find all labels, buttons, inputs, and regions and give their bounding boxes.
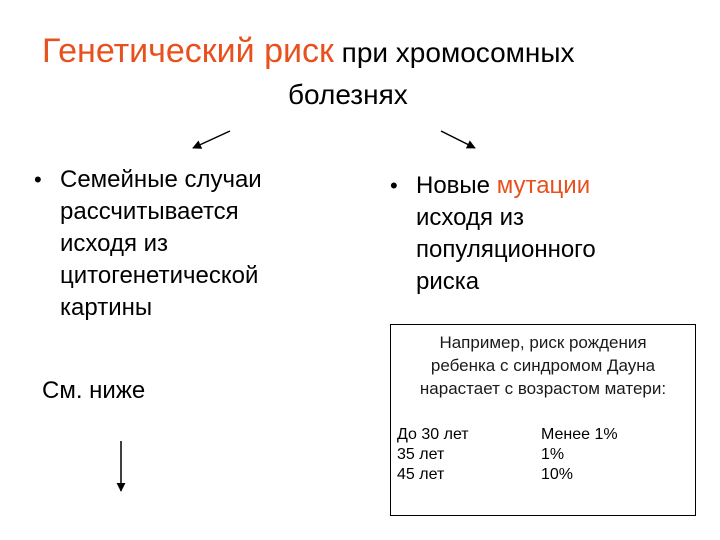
title-line2: болезнях	[288, 79, 408, 110]
age-cell: 45 лет	[397, 466, 445, 483]
right-bullet-text	[416, 170, 596, 298]
see-below-text: См. ниже	[42, 377, 146, 404]
table-row	[397, 425, 687, 445]
right-line: популяционного	[416, 236, 596, 263]
right-line: риска	[416, 268, 480, 295]
left-bullet-text	[60, 164, 262, 324]
risk-cell: 1%	[541, 446, 565, 463]
left-line: исходя из	[60, 230, 169, 257]
right-line: исходя из	[416, 204, 525, 231]
risk-cell: Менее 1%	[541, 426, 618, 443]
left-line: Семейные случаи	[60, 166, 262, 193]
risk-note	[391, 331, 695, 400]
bullet-marker: •	[34, 167, 42, 192]
risk-cell: 10%	[541, 466, 574, 483]
right-line-first	[416, 170, 596, 202]
age-cell: До 30 лет	[397, 426, 469, 443]
age-cell: 35 лет	[397, 446, 445, 463]
table-row	[397, 445, 687, 465]
title-highlight: Генетический риск	[42, 32, 334, 70]
risk-table	[397, 425, 687, 485]
note-line: ребенка с синдромом Дауна	[430, 356, 656, 375]
note-line: нарастает с возрастом матери:	[419, 379, 667, 398]
bullet-marker: •	[390, 173, 398, 198]
table-row	[397, 465, 687, 485]
highlight-word: мутации	[496, 172, 591, 199]
left-line: цитогенетической	[60, 262, 259, 289]
note-line: Например, риск рождения	[439, 333, 647, 352]
down-syndrome-risk-box	[390, 324, 696, 516]
arrow-right-diagonal	[441, 131, 475, 148]
arrow-left-diagonal	[193, 131, 230, 148]
left-line: рассчитывается	[60, 198, 239, 225]
title-rest: при хромосомных	[333, 37, 575, 68]
right-word: Новые	[416, 172, 497, 199]
left-line: картины	[60, 294, 153, 321]
